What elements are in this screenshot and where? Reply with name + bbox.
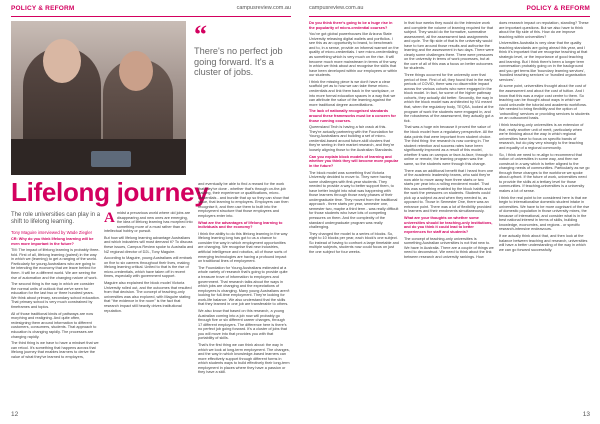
paragraph-text: That was a huge win because it proved the value of the block model from a regulatory perspective. All the data points that were important from student choice. The third thing: the research is now coming in. The student retention and success rates have been significantly improved as a result of this model, whether it was on campus or face-to-face, through to online or remote, the learning program was the same, so the students were through this change. — [404, 125, 494, 166]
paragraph-text: The concept of teaching-only universities is something Australian universities is not that new to. We have in Australia. There are a couple of things we need to deconstruct. We need to think about the link between research and university rankings. How — [404, 236, 494, 259]
body-paragraph — [309, 125, 399, 152]
paragraph-text: The second thing is the way in which we consider the normal units of outlook that we've seen for education for the last two or three hundred years. We think about primary, secondary school education. That primary school is very much constrained by timeframes and topics. — [11, 282, 100, 310]
article-photo — [11, 21, 186, 175]
paragraph-text: They changed the model to a series of blocks. So, eight to 10 blocks per year, each block's one subject. So instead of having to confront a large timetable and multiple subjects, students now could focus on just the one subject for four weeks. — [309, 231, 399, 255]
paragraph-text: So, I think we need to re-align to recommend that notion of universities in some way, and then we construct in a way which is better aligned to the changing needs of communities. Particularly as we go through these changes to the workforce we spoke about upfront. If the future of work, universities need to provide the skills at a tertiary level for those communities. If teaching-universities is a university makes a lot of sense. — [499, 152, 590, 193]
paragraph-text: All of those traditional kinds of pathways are now morphing and realigning. And quite often, redesigning them around information to different customers, consumers, students. That approach to education is changing rapidly. The processes are changing rapidly. — [11, 311, 97, 339]
quote-mark-icon: “ — [194, 20, 207, 49]
body-paragraph — [309, 32, 399, 77]
body-paragraph — [404, 125, 494, 166]
person-face — [43, 39, 81, 83]
site-url: campusreview.com.au — [236, 5, 291, 11]
body-paragraph — [404, 73, 494, 123]
header-rule — [11, 16, 291, 17]
interview-question — [309, 155, 399, 169]
body-paragraph — [309, 232, 399, 255]
interview-question — [11, 237, 100, 246]
body-paragraph — [499, 196, 590, 232]
paragraph-text: You've got global powerhouses like Arizona State University releasing digital wallets and portfolios. I see this as an opportunity to brand, to benchmark and to, in a sense, provide an informal warrant on the quality of micro-credentials. I see micro-credentialing as something which is very much on the rise. It will become much more mainstream in terms of the way in which we think about and recognise the skills that have been developed within our employees or within our students. — [309, 32, 399, 78]
paragraph-text: We also know that based on this research, a young Australian coming into a job now will probably go through five or six different career changes, through 17 different employers. The difference here is there's no perfect job going forward. It's a cluster of jobs that you will move into that provides you with that portability of skills. — [198, 308, 287, 341]
paragraph-text: If we actually think about that, and then look at the balance between teaching and research, universities will have a better understanding of the way in which we can go forward successfully. — [499, 234, 588, 252]
article-column-5 — [404, 21, 494, 411]
page-number: 12 — [11, 411, 19, 418]
body-paragraph — [198, 343, 290, 375]
body-paragraph — [11, 312, 100, 339]
body-paragraph — [11, 248, 100, 280]
article-column-3 — [198, 182, 290, 411]
body-paragraph — [104, 281, 194, 313]
body-paragraph — [104, 236, 194, 254]
paragraph-text: According to Maguire, young Australians will embark on five to six careers throughout their lives, making lifelong learning critical. United to that is the rise of micro-credentials, which have taken off in recent times, especially with government support. — [104, 256, 193, 279]
body-paragraph — [499, 41, 590, 82]
body-paragraph — [499, 153, 590, 194]
body-paragraph — [11, 282, 100, 309]
body-paragraph — [499, 123, 590, 150]
site-url: campusreview.com.au — [309, 5, 364, 11]
section-label: POLICY & REFORM — [526, 5, 590, 12]
byline: Tony Maguire interviewed by Wade Ziegler — [11, 230, 93, 235]
paragraph-text: TM: The impact of lifelong learning is probably three-fold. First of all, lifelong learning (paired) in the way in which we (learning) to get a ranging of the world. Particularly for young Australians who are going to be intending the economy that we leave behind for them. It will be a different world. We are seeing the rise of automation and the changing nature of work. — [11, 248, 100, 280]
paragraph-text: Do you think there's going to be a huge rise in the popularity of micro-credential courses? — [309, 21, 393, 30]
paragraph-text: Can you explain block models of learning and whether you think they will become more popular in the future? — [309, 154, 399, 168]
paragraph-text: What are your thoughts on whether some universities should be teaching-only institutions, and do you think it could lead to better experiences for staff and students? — [404, 216, 493, 234]
paragraph-text: The lack of nationally recognised standards around these frameworks must be a concern for those running courses. — [309, 109, 396, 123]
person-face — [119, 51, 153, 91]
article-column-4 — [309, 21, 399, 411]
body-paragraph — [11, 341, 100, 359]
body-paragraph — [499, 21, 590, 39]
pull-quote-text: There's no perfect job going forward. It's a cluster of jobs. — [194, 46, 283, 78]
paragraph-text: does research impact on reputation, standing? These are important questions. But we also have to think about the flip side of this. How do we improve teaching within universities? — [499, 21, 589, 39]
body-paragraph — [198, 182, 290, 218]
paragraph-text: At some point, universities thought about the cost of the assessment and about the cost of tuition. And I know that this was a major cost centre to them. So teaching can be thought about ways in which we could unbundle the tutorial and academic workflows. We needed to bring flexibility and the option of 'unbundling' services or providing services to students on an outsourced basis. — [499, 84, 590, 121]
right-page — [300, 0, 600, 424]
paragraph-text: midst a precarious world where old jobs are disappearing and new ones are emerging, the idea of lifelong learning has morphed into something more of a must rather than an intellectual hobby or pursuit. — [104, 211, 193, 234]
body-paragraph — [198, 266, 290, 307]
paragraph-text: Three things occurred for the university over that period of time. First of all, they found that in the early periods of COVID, there was no discernible impact across the various cohorts who were engaged in the block model. In fact, for some of the higher pathway cohorts, they actually did better. Secondly, the way in which the block model was architected by VU meant that, when the regulatory body, TEQSA, looked at the program of work the students were engaged in, and the robustness of the assessment, they actually got a tick. — [404, 73, 494, 123]
page-number: 13 — [582, 411, 590, 418]
article-column-1 — [104, 211, 194, 411]
article-headline: Lifelong journey — [11, 177, 209, 207]
paragraph-text: I think the ability to do this lifelong learning in the way lifelong learning long has got to us a chance to consider the way in which employment opportunities are changing. We recognise that new industries, artificial intelligence and robotics, all of those sorts of emerging technologies are having a profound impact on traditional lines of employment. — [198, 231, 288, 264]
paragraph-text: I think the real point to be considered here is that we begin to internationalise domestic student intake in universities. We have to be more cognisant of the rise of domestic population in those university mixes, the because of international, and consider what is in the best national interest in terms of skills, building knowledge, economies, and regions - or specific research-intensive endeavours. — [499, 195, 590, 232]
paragraph-text: I think teaching-only universities is an extension of that, really another unit of merit, particularly when we're thinking about the way in which regional universities have to focus on specific bands of research, but do play very strongly to the teaching and equality of a regional community. — [499, 123, 584, 150]
paragraph-text: and eventually be able to find a reward for the work that they've done - whether that's through on-the-job training, their experience or qualifications, micro-credentials - and bundle that up so they can show that value, that learning to employers. Employers can then recognise it, and then use them to built into the employment structure that those employees and employers enter into. — [198, 182, 289, 218]
body-paragraph — [404, 169, 494, 214]
paragraph-text: But how will lifelong learning advantage Australians and which industries will most demand it? To discuss these issues, Campus Review spoke to Australia and NZ regional director of D2L, Tony Maguire. — [104, 235, 194, 254]
paragraph-text: I think the missing piece is we don't have a clear scaffold yet as to how we can take these micro-credentials and link them back in the workplace, or into more formal education spaces in a way that we can attribute the value of the learning against the more traditional degree accreditations. — [309, 79, 396, 107]
paragraph-text: That's the first thing we can think about: the way in which we look at long-term employment. The changes, and the way in which knowledge-based learners can more effectively support through different forms in which students ways to build effectively their long-term employment in places where they have a passion or they have a skill. — [198, 342, 290, 375]
paragraph-text: The Foundation for Young Australians estimated at a whole variety of research that's going to provide quite a treasure trove of information to employers and government. That research talks about the ways in which jobs are changing and the expectations of employees is changing. Many young Australians aren't looking for full-time employment. They're looking for work-life balance. We also understand that the skills that they learned in one job are transferable to others. — [198, 265, 290, 307]
paragraph-text: The block model was something that Victoria University decided to move to. They were having some challenges with first-year students. They needed to provide a way to better support them, to have better insight into what was happening with those learners through those early phases of their undergraduate time. They moved from the traditional approach - three starts per year, semester one, semester two, maybe a third term - was really difficult for those students who have lots of competing pressures on them. And the complexity of the standard undergraduate program was really challenging. — [309, 170, 399, 230]
paragraph-text: In that four weeks they would do the intensive work and complete the volume of learning required for that subject. They would do the formative, summative assessment, all the assessment task assignments and cycle. The flip side of that is the university would have to turn around those results and authorise the learning and the assessment in two days. There were clearly some challenges there. There were pressures on the university in terms of work processes, but at the core of all of this was a focus on better outcomes for students. — [404, 21, 494, 71]
body-paragraph — [198, 309, 290, 341]
pull-quote — [194, 20, 289, 78]
body-paragraph — [309, 171, 399, 230]
article-column-6 — [499, 21, 590, 411]
body-paragraph — [499, 84, 590, 120]
paragraph-text: Universities Australia is very clear that the quality teaching standards are going ahead this year, and I think it's important that we recognise teaching at that strategic level, or the importance of good teaching and learning. But I think there's been a longer term conversation probably going on in the background and you get terms like 'boundary learning services', 'bundled teaching services' or 'bundled organisation services'. — [499, 41, 588, 82]
body-paragraph — [404, 237, 494, 260]
left-page-header — [11, 5, 291, 15]
body-paragraph — [198, 232, 290, 264]
paragraph-text: Queensland Tech is having a fair crack at this. They're actually partnering with the Foundation for Young Australians and building a set of micro-credential-based around future-skill clusters that they're seeing in their market research, and they're loosely aligning those to the Australian Standards. — [309, 125, 395, 152]
section-label: POLICY & REFORM — [11, 5, 75, 12]
paragraph-text: Maguire also explained the block model Victoria University rolled out, and the outcomes that resulted from that decision. The concept of teaching-only universities was also explored, with Maguire stating that "the evidence in the room" is the fact that research impact still heavily drives institutional reputation. — [104, 281, 192, 313]
interview-question — [309, 109, 399, 123]
body-paragraph — [499, 234, 590, 252]
interview-question — [198, 221, 290, 230]
paragraph-text: The third thing is we have to have a mindset that we can retool. It's something that happens across that lifelong journey that enables learners to derive the value of what they've learned to employers, — [11, 341, 99, 359]
body-paragraph — [104, 211, 194, 234]
interview-question — [404, 216, 494, 234]
right-page-header — [309, 5, 590, 15]
laptop-screen — [91, 151, 131, 167]
header-rule — [309, 16, 590, 17]
body-paragraph — [309, 80, 399, 107]
paragraph-text: There was an additional benefit that I heard from one of the academic leadership teams, who said they're now able to move away from three starts or two starts per year into a rolling enrolment model. That this was something enabled by the block habits and the work the pressures on students. Students could pick up a subject as and when they needed to, as opposed to. Those in Semester One, there was an entrance point. There was a lot of flexibility provided to learners and their enrolments simultaneously. — [404, 168, 494, 214]
article-column-2 — [11, 237, 100, 411]
interview-question — [309, 21, 399, 30]
paragraph-text: CR: Why do you think lifelong learning will be even more important in the future? — [11, 237, 94, 246]
drop-cap: A — [104, 211, 115, 226]
standfirst: The role universities can play in a shift to lifelong learning. — [11, 212, 101, 226]
body-paragraph — [104, 256, 194, 279]
body-paragraph — [404, 21, 494, 71]
paragraph-text: What are the advantages of lifelong learning to individuals and the economy? — [198, 220, 283, 230]
